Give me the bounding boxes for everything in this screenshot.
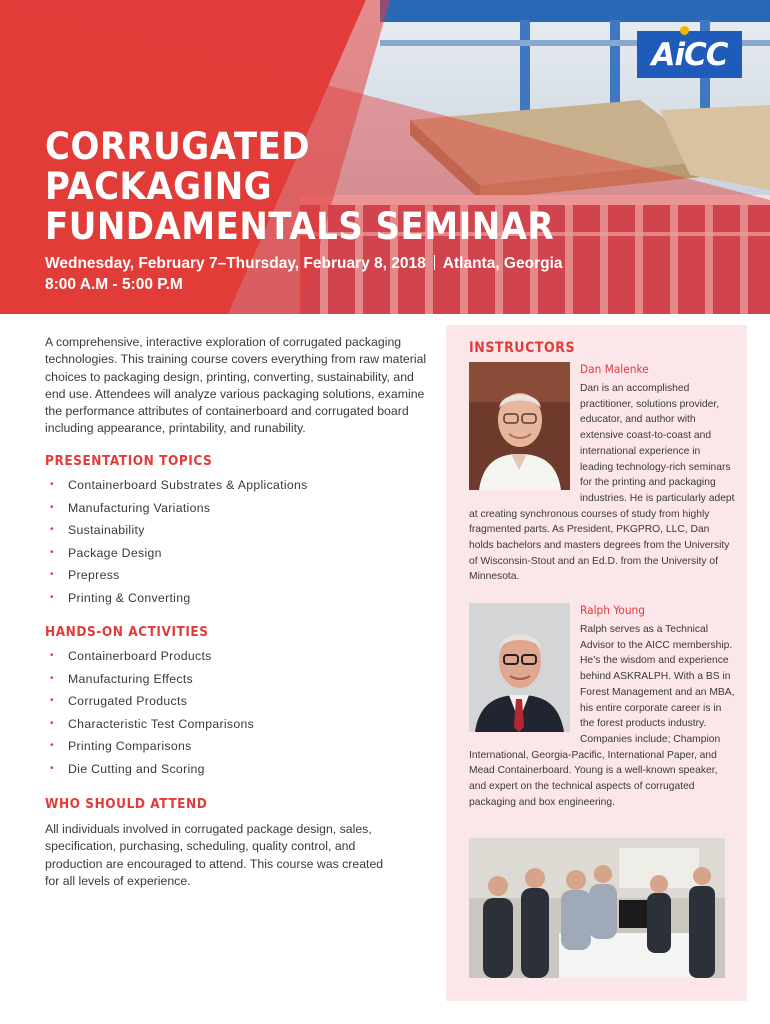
hero-banner <box>0 0 770 314</box>
list-item: • Printing & Converting <box>50 590 191 605</box>
list-item: • Prepress <box>50 568 120 583</box>
hands-on-list <box>45 648 254 784</box>
instructor-bio-dan: Dan is an accomplished practitioner, solutions provider, educator, and author with extensive coast-to-coast and international experience in leading technology-rich seminars for the printing and packaging industries. He is particularly adept at creating synchronous courses of study from highly fragmented parts. As President, PKGPRO, LLC, Dan holds bachelors and masters degrees from the University of Wisconsin-Stout and an Ed.D. from the University of Minnesota. <box>469 383 735 583</box>
bullet-icon: • <box>50 672 54 684</box>
presentation-topics-list <box>45 477 308 613</box>
divider <box>434 255 435 270</box>
list-item: • Characteristic Test Comparisons <box>50 716 255 731</box>
logo-dot-icon <box>680 26 689 35</box>
bullet-icon: • <box>50 524 54 536</box>
seminar-time: 8:00 A.M - 5:00 P.M <box>45 276 183 293</box>
list-item: • Containerboard Substrates & Applications <box>50 478 308 492</box>
list-item: • Manufacturing Effects <box>50 671 194 686</box>
bullet-icon: • <box>50 650 54 661</box>
who-should-attend-text: All individuals involved in corrugated package design, sales, specification, purchasing, scheduling, quality control, and production are encouraged to attend. This course was created for all levels of experience. <box>45 822 384 888</box>
instructor-name-dan: Dan Malenke <box>580 362 649 376</box>
seminar-location: Atlanta, Georgia <box>442 255 563 272</box>
list-item: • Printing Comparisons <box>50 739 192 754</box>
presentation-topics-heading: PRESENTATION TOPICS <box>45 453 213 469</box>
instructors-heading: INSTRUCTORS <box>469 340 576 356</box>
title-line-2: PACKAGING <box>45 165 273 208</box>
instructor-bio-ralph: Ralph serves as a Technical Advisor to the AICC membership. He’s the wisdom and experience behind ASKRALPH. With a BS in Forest Management and an MBA, his entire corporate career is in the forest products industry. Companies include; Champion International, Georgia-Pacific, International Paper, and Mead Containerboard. Young is a well-known speaker, and expert on the technical aspects of corrugated packaging and box engineering. <box>469 624 735 808</box>
list-item: • Containerboard Products <box>50 649 212 663</box>
list-item: • Die Cutting and Scoring <box>50 761 205 776</box>
bullet-icon: • <box>50 762 54 774</box>
bullet-icon: • <box>50 717 54 729</box>
seminar-group-photo <box>469 838 725 978</box>
list-item: • Package Design <box>50 545 162 560</box>
seminar-date-location <box>45 255 563 273</box>
list-item: • Manufacturing Variations <box>50 500 211 515</box>
title-line-1: CORRUGATED <box>45 125 310 168</box>
seminar-title <box>45 127 560 247</box>
seminar-date: Wednesday, February 7–Thursday, February 8, 2018 <box>45 255 426 272</box>
bullet-icon: • <box>50 740 54 752</box>
bullet-icon: • <box>50 501 54 513</box>
bullet-icon: • <box>50 479 54 490</box>
bullet-icon: • <box>50 695 54 707</box>
aicc-logo: AiCC <box>637 31 742 78</box>
list-item: • Corrugated Products <box>50 694 188 709</box>
intro-paragraph: A comprehensive, interactive exploration of corrugated packaging technologies. This training course covers everything from raw material choices to packaging design, printing, converting, sustainability, and end use. Attendees will analyze various packaging solutions, examine the performance attributes of containerboard and corrugated board including appearance, printability, and runability. <box>45 335 427 436</box>
hands-on-heading: HANDS-ON ACTIVITIES <box>45 624 209 640</box>
list-item: • Sustainability <box>50 523 145 538</box>
title-line-3: FUNDAMENTALS SEMINAR <box>45 205 555 248</box>
bullet-icon: • <box>50 591 54 603</box>
bullet-icon: • <box>50 546 54 558</box>
bullet-icon: • <box>50 569 54 581</box>
who-should-attend-heading: WHO SHOULD ATTEND <box>45 796 208 812</box>
instructor-name-ralph: Ralph Young <box>580 603 645 617</box>
